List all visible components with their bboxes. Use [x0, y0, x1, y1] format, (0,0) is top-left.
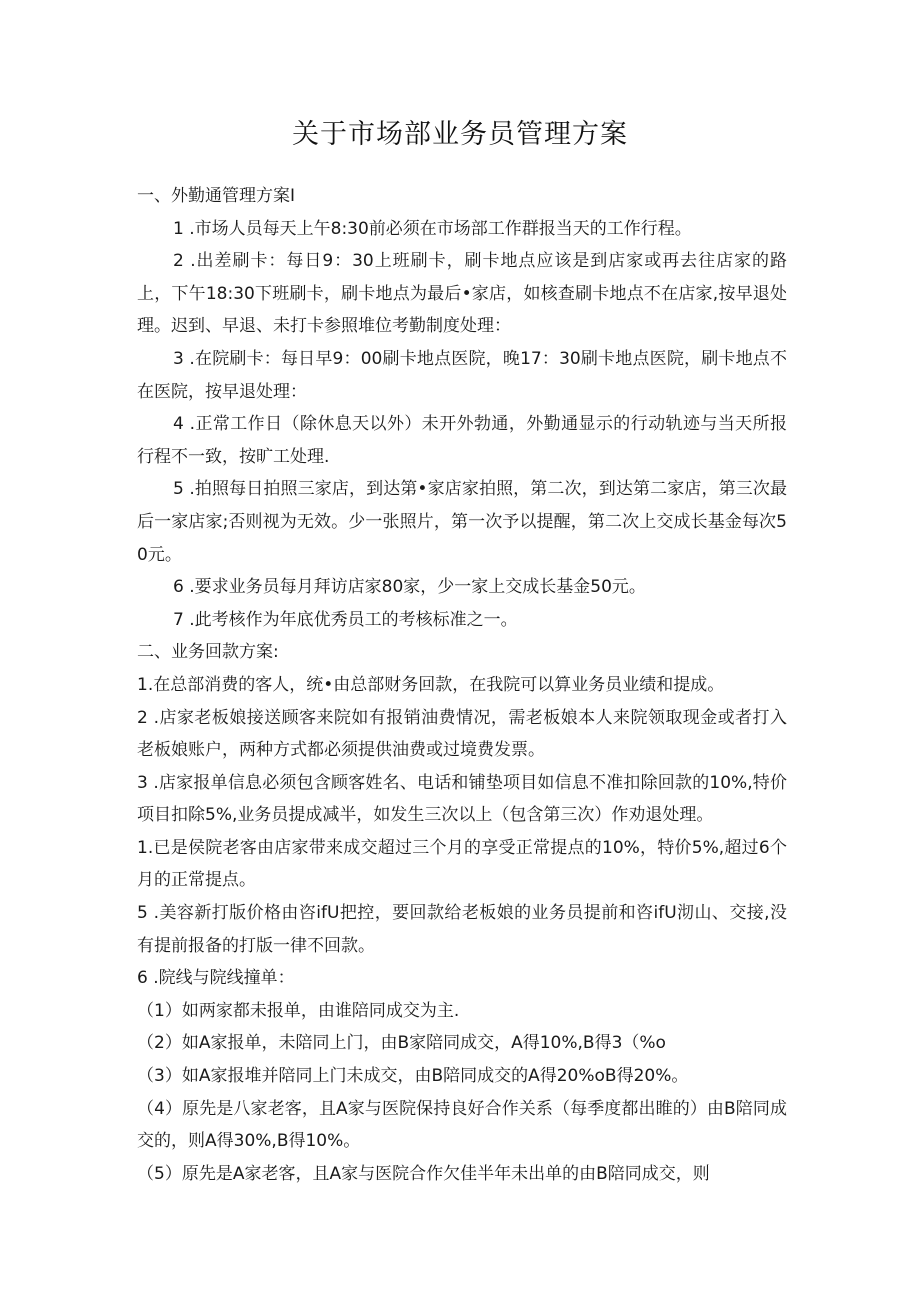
sub-item-2: （2）如A家报单，未陪同上门，由B家陪同成交，A得10%,B得3（%o: [137, 1033, 666, 1054]
paragraph-payment-2: 2 .店家老板娘接送顾客来院如有报销油费情况，需老板娘本人来院领取现金或者打入老板娘账户，两种方式都必须提供油费或过境费发票。: [137, 707, 787, 761]
section-heading-payment: 二、业务回款方案:: [137, 642, 279, 663]
paragraph-payment-1: 1.在总部消费的客人，统•由总部财务回款，在我院可以算业务员业绩和提成。: [137, 674, 725, 695]
paragraph-payment-3: 3 .店家报单信息必须包含顾客姓名、电话和铺垫项目如信息不准扣除回款的10%,特价项目扣除5%,业务员提成减半，如发生三次以上（包含第三次）作劝退处理。: [137, 772, 787, 826]
paragraph-item-6: 6 .要求业务员每月拜访店家80家，少一家上交成长基金50元。: [173, 577, 646, 598]
sub-item-3: （3）如A家报堆并陪同上门未成交，由B陪同成交的A得20%oB得20%。: [137, 1066, 689, 1087]
paragraph-payment-5: 5 .美容新打版价格由咨ifU把控，要回款给老板娘的业务员提前和咨ifU沏山、交接,没有提前报备的打版一律不回款。: [137, 903, 787, 956]
document-body: [137, 180, 787, 1190]
paragraph-item-1: 1 .市场人员每天上午8:30前必须在市场部工作群报当天的工作行程。: [173, 218, 692, 239]
paragraph-item-7: 7 .此考核作为年底优秀员工的考核标准之一。: [173, 609, 518, 630]
paragraph-item-3: 3 .在院刷卡：每日早9：00刷卡地点医院，晚17：30刷卡地点医院，刷卡地点不在医院，按早退处理：: [137, 348, 787, 402]
paragraph-payment-4: 1.已是侯院老客由店家带来成交超过三个月的享受正常提点的10%，特价5%,超过6个月的正常提点。: [137, 837, 787, 891]
section-heading-field-attendance: 一、外勤通管理方案I: [137, 186, 296, 206]
paragraph-item-4: 4 .正常工作日（除休息天以外）未开外勃通，外勤通显示的行动轨迹与当天所报行程不一致，按旷工处理.: [137, 414, 787, 467]
paragraph-item-5: 5 .拍照每日拍照三家店，到达第•家店家拍照，第二次，到达第二家店，第三次最后一家店家;否则视为无效。少一张照片，第一次予以提醒，第二次上交成长基金每次50元。: [137, 479, 787, 565]
sub-item-1: （1）如两家都未报单，由谁陪同成交为主.: [137, 1000, 460, 1021]
document-title: 关于市场部业务员管理方案: [292, 119, 628, 150]
paragraph-item-2: 2 .出差刷卡：每日9：30上班刷卡，刷卡地点应该是到店家或再去往店家的路上，下午18:30下班刷卡，刷卡地点为最后•家店，如核查刷卡地点不在店家,按早退处理。迟到、早退、未打卡参照堆位考勤制度处理：: [137, 251, 787, 337]
paragraph-payment-6: 6 .院线与院线撞单：: [137, 968, 295, 989]
sub-item-4: （4）原先是八家老客，且A家与医院保持良好合作关系（每季度都出睢的）由B陪同成交的，则A得30%,B得10%。: [137, 1098, 787, 1152]
sub-item-5: （5）原先是A家老客，且A家与医院合作欠佳半年未出单的由B陪同成交，则: [137, 1163, 710, 1184]
